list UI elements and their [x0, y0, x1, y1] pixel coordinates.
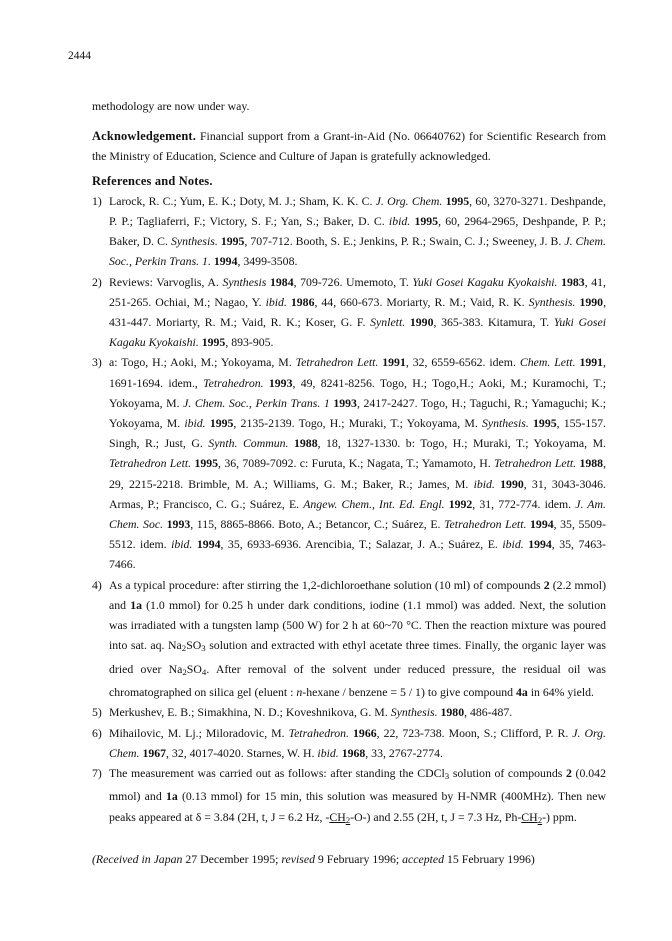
text-segment: 1994 [530, 517, 554, 532]
text-segment: 1966 [353, 725, 377, 740]
text-segment: . After removal of the solvent under reduced pressure, the residual oil was chromatographed on silica gel (eluent : [109, 661, 606, 700]
text-segment: , 31, 3043-3046. Armas, P.; Francisco, C. G.; Suárez, E. [109, 476, 606, 511]
reference-number: 4) [92, 577, 102, 592]
text-segment: 27 December 1995; [182, 852, 282, 866]
text-segment: J. Am. Chem. Soc. [109, 496, 606, 532]
text-segment: , 44, 660-673. Moriarty, R. M.; Vaid, R. K. [314, 294, 529, 309]
text-segment: ibid. [317, 745, 339, 760]
text-segment: , 33, 2767-2774. [365, 745, 443, 760]
text-segment: in 64% yield. [527, 685, 594, 700]
text-segment: 3 [201, 643, 206, 654]
reference-number: 7) [92, 765, 102, 780]
text-segment: (1.0 mmol) for 0.25 h under dark conditions, iodine (1.1 mmol) was added. Next, the solution was irradiated with a tungsten lamp (500 W) for 2 h at 60~70 °C. Then the reaction mixture was poured into sat. aq. Na [109, 597, 607, 653]
reference-item [92, 191, 606, 272]
acknowledgement-text: Financial support from a Grant-in-Aid (No. 06640762) for Scientific Research from the Ministry of Education, Science and Culture of Japan is gratefully acknowledged. [92, 129, 606, 164]
text-segment: , 115, 8865-8866. Boto, A.; Betancor, C.; Suárez, E. [190, 517, 445, 532]
text-segment: , 32, 4017-4020. Starnes, W. H. [166, 745, 318, 760]
received-dates [92, 852, 535, 867]
text-segment: CH [329, 809, 346, 824]
text-segment: SO [186, 661, 202, 676]
text-segment: 1995 [220, 234, 245, 249]
reference-item [92, 272, 606, 353]
text-segment: solution of compounds [449, 765, 566, 780]
reference-item [92, 702, 606, 722]
text-segment: n [296, 685, 303, 700]
text-segment: Synlett. [370, 315, 406, 330]
text-segment: CH [521, 809, 538, 824]
text-segment: Tetrahedron Lett. [444, 517, 527, 532]
text-segment: 1a [130, 597, 142, 612]
text-segment: 1a [165, 789, 178, 804]
text-segment: 9 February 1996; [314, 852, 403, 866]
text-segment: , 365-383. Kitamura, T. [433, 315, 554, 330]
text-segment: 1994 [196, 537, 221, 552]
text-segment: 1995 [209, 416, 234, 431]
references-title: References and Notes. [92, 173, 213, 188]
text-segment: 4 [201, 666, 207, 677]
reference-text [109, 726, 606, 760]
text-segment: , 35, 5509-5512. idem. [109, 517, 607, 552]
text-segment: 1980 [440, 705, 465, 720]
text-segment: 2 [565, 765, 572, 780]
text-segment: 3 [444, 771, 450, 782]
text-segment: -) ppm. [542, 809, 577, 824]
text-segment: (0.13 mmol) for 15 min, this solution was measured by H-NMR (400MHz). Then new peaks appeared at δ = 3.84 (2H, t, J = 6.2 Hz, - [109, 789, 607, 824]
text-segment: 1983 [561, 274, 585, 289]
text-segment: J. Chem. Soc., Perkin Trans. 1. [109, 234, 606, 269]
reference-number: 3) [92, 355, 102, 370]
reference-number: 6) [92, 725, 102, 740]
text-segment: Tetrahedron Lett. [494, 456, 577, 471]
text-segment: 1994 [528, 537, 552, 552]
text-segment: 2 [181, 643, 187, 654]
reference-list [92, 191, 606, 830]
text-segment: , 35, 7463-7466. [109, 537, 606, 572]
text-segment: , 29, 2215-2218. Brimble, M. A.; Williams, G. M.; Baker, R.; James, M. [109, 456, 607, 491]
text-segment: 1967 [142, 745, 167, 760]
text-segment: ibid. [502, 537, 524, 552]
reference-text [109, 578, 606, 699]
text-segment: 1991 [579, 355, 604, 370]
text-segment: 2 [345, 814, 351, 825]
text-segment: 1993 [333, 395, 357, 410]
text-segment: 1991 [382, 355, 406, 370]
text-segment: 1995 [533, 416, 557, 431]
text-segment: ibid. [265, 294, 287, 309]
text-segment: Synthesis [222, 274, 267, 289]
text-segment: Synth. Commun. [208, 436, 289, 451]
text-segment: Tetrahedron. [288, 725, 350, 740]
text-segment: 1993 [268, 375, 293, 390]
reference-text [109, 766, 606, 824]
text-segment: J. Org. Chem. [375, 193, 443, 208]
reference-text [109, 194, 606, 269]
text-segment: 1992 [448, 496, 473, 511]
reference-number: 2) [92, 274, 102, 289]
text-segment: Tetrahedron. [203, 375, 264, 390]
text-segment: The measurement was carried out as follows: after standing the CDCl [109, 765, 445, 780]
text-segment: 2 [543, 577, 550, 592]
text-segment: , 22, 723-738. Moon, S.; Clifford, P. R. [376, 725, 573, 740]
text-segment: -O-) and 2.55 (2H, t, J = 7.3 Hz, Ph- [350, 809, 522, 824]
page-number: 2444 [68, 50, 91, 62]
text-segment: , 486-487. [464, 705, 513, 720]
reference-item [92, 723, 606, 763]
text-segment: 1968 [341, 745, 366, 760]
reference-item [92, 763, 606, 830]
text-segment: J. Chem. Soc., Perkin Trans. 1 [183, 395, 330, 410]
acknowledgement-paragraph [92, 126, 606, 166]
reference-item [92, 352, 606, 574]
text-segment: , 60, 2964-2965, Deshpande, P. P.; Baker, D. C. [109, 214, 606, 249]
text-segment: Synthesis. [481, 416, 529, 431]
text-segment: 1995 [414, 214, 439, 229]
text-segment: ibid. [473, 476, 495, 491]
text-segment: Merkushev, E. B.; Simakhina, N. D.; Koveshnikova, G. M. [109, 705, 391, 720]
reference-text [109, 355, 606, 571]
text-segment: 4a [515, 685, 528, 700]
text-segment: , 36, 7089-7092. c: Furuta, K.; Nagata, T.; Yamamoto, H. [218, 456, 495, 471]
text-segment: , 18, 1327-1330. b: Togo, H.; Muraki, T.; Yokoyama, M. [317, 436, 607, 451]
text-segment: (2.2 mmol) and [109, 577, 607, 612]
text-segment: , 3499-3508. [237, 254, 298, 269]
text-segment: Mihailovic, M. Lj.; Miloradovic, M. [109, 725, 289, 740]
text-segment: SO [186, 638, 202, 653]
text-segment: 1990 [579, 294, 604, 309]
text-segment: 1993 [166, 517, 191, 532]
text-segment: Larock, R. C.; Yum, E. K.; Doty, M. J.; Sham, K. K. C. [109, 193, 376, 208]
text-segment: Synthesis. [170, 234, 218, 249]
text-segment: solution and extracted with ethyl acetate three times. Finally, the organic layer was dried over Na [109, 638, 607, 676]
text-segment: 1990 [500, 476, 524, 491]
text-segment: 1988 [294, 436, 318, 451]
text-segment: , 35, 6933-6936. Arencibia, T.; Salazar, J. A.; Suárez, E. [220, 537, 503, 552]
text-segment: Angew. Chem., Int. Ed. Engl. [303, 496, 445, 511]
text-segment: , 893-905. [225, 335, 274, 350]
text-segment: , 49, 8241-8256. Togo, H.; Togo,H.; Aoki, M.; Kuramochi, T.; Yokoyama, M. [109, 375, 606, 410]
text-segment: As a typical procedure: after stirring the 1,2-dichloroethane solution (10 ml) of compounds [109, 577, 544, 592]
reference-item [92, 575, 606, 703]
text-segment: -hexane / benzene = 5 / 1) to give compound [302, 685, 516, 700]
text-segment: Synthesis. [528, 294, 576, 309]
text-segment: , 31, 772-774. idem. [472, 496, 576, 511]
text-segment: 15 February 1996) [444, 852, 535, 866]
text-segment: Yuki Gosei Kagaku Kyokaishi. [412, 274, 558, 289]
text-segment: , 60, 3270-3271. Deshpande, P. P.; Tagliaferri, F.; Victory, S. F.; Yan, S.; Baker, D. C. [109, 193, 606, 229]
text-segment: J. Org. Chem. [109, 725, 607, 760]
text-segment: 1984 [270, 274, 294, 289]
text-segment: , 155-157. Singh, R.; Just, G. [109, 416, 607, 451]
text-segment: , 32, 6559-6562. idem. [405, 355, 520, 370]
acknowledgement-heading: Acknowledgement. [92, 129, 197, 144]
text-segment: accepted [402, 852, 445, 866]
text-segment: 1986 [290, 294, 315, 309]
text-segment: 2 [537, 814, 543, 825]
text-segment: (Received in Japan [92, 852, 183, 866]
reference-number: 1) [92, 193, 102, 208]
text-segment: a: Togo, H.; Aoki, M.; Yokoyama, M. [109, 355, 296, 370]
text-segment: 2 [182, 666, 187, 677]
lead-text: methodology are now under way. [92, 99, 250, 113]
text-segment: Chem. Lett. [519, 355, 576, 370]
text-segment: (0.042 mmol) and [109, 765, 606, 804]
text-segment: 1995 [445, 193, 470, 208]
text-segment: 1994 [213, 254, 238, 269]
text-segment: , 41, 251-265. Ochiai, M.; Nagao, Y. [109, 274, 606, 309]
reference-text [109, 705, 512, 719]
reference-text [109, 275, 606, 350]
text-segment: , 709-726. Umemoto, T. [293, 274, 413, 289]
text-segment: 1988 [579, 456, 604, 471]
text-segment: , 431-447. Moriarty, R. M.; Vaid, R. K.; Koser, G. F. [109, 294, 607, 330]
text-segment: 1995 [201, 335, 226, 350]
reference-number: 5) [92, 705, 102, 720]
text-segment: , 2135-2139. Togo, H.; Muraki, T.; Yokoyama, M. [233, 416, 482, 431]
text-segment: 1990 [409, 315, 434, 330]
text-segment: Reviews: Varvoglis, A. [109, 274, 223, 289]
text-segment: , 1691-1694. idem., [109, 355, 606, 390]
text-segment: ibid. [184, 416, 206, 431]
text-segment: revised [281, 852, 315, 866]
text-segment: Tetrahedron Lett. [295, 355, 379, 370]
text-segment: , 707-712. Booth, S. E.; Jenkins, P. R.; Swain, C. J.; Sweeney, J. B. [244, 234, 565, 249]
text-segment: ibid. [388, 214, 411, 229]
text-segment: , 2417-2427. Togo, H.; Taguchi, R.; Yamaguchi; K.; Yokoyama, M. [109, 395, 606, 431]
text-segment: Synthesis. [390, 705, 438, 720]
page-content [92, 96, 606, 830]
text-segment: Tetrahedron Lett. [109, 456, 192, 471]
text-segment: ibid. [171, 537, 193, 552]
text-segment: Yuki Gosei Kagaku Kyokaishi. [109, 315, 606, 350]
text-segment: 1995 [194, 456, 219, 471]
